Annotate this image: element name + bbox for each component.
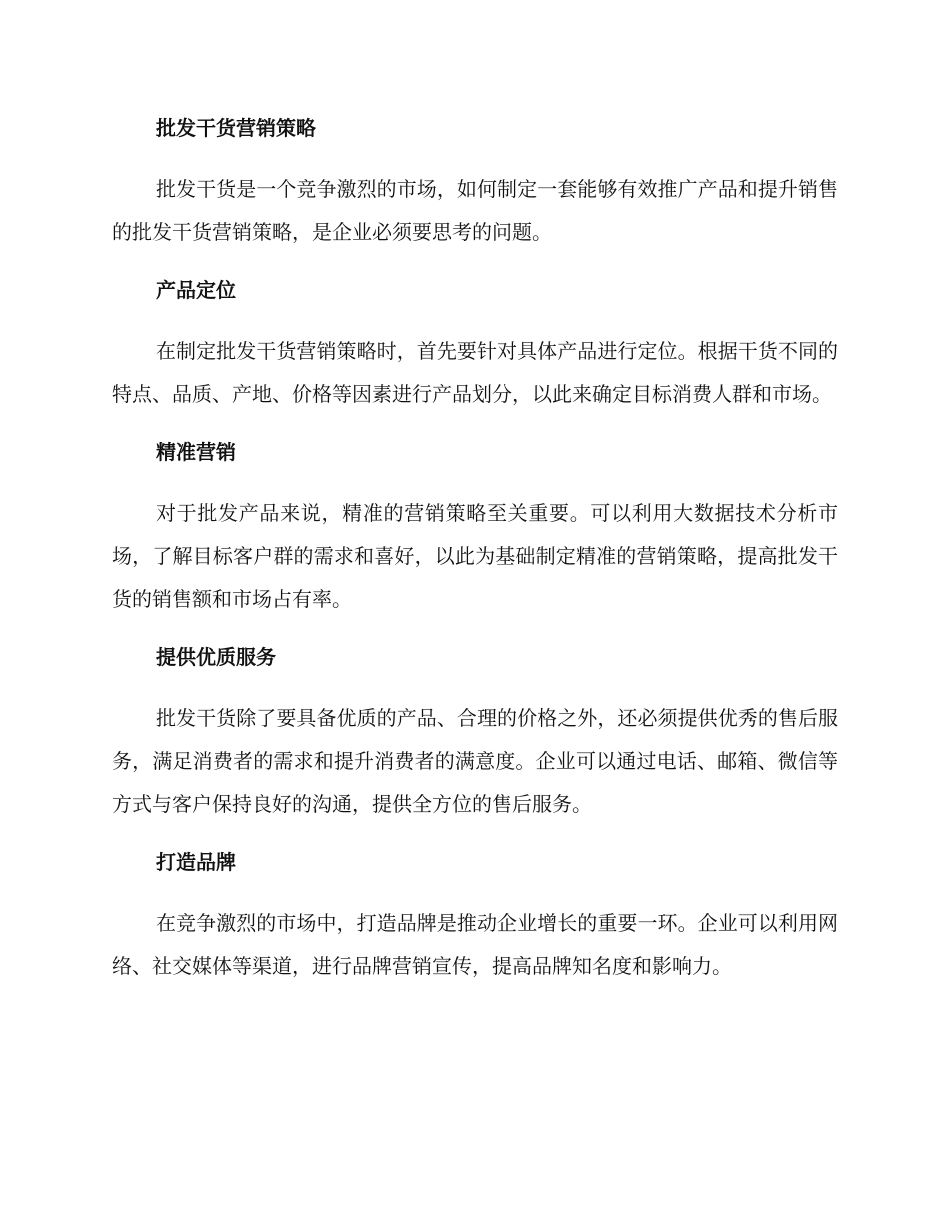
section-body-brand-building: 在竞争激烈的市场中，打造品牌是推动企业增长的重要一环。企业可以利用网络、社交媒体等渠道，进行品牌营销宣传，提高品牌知名度和影响力。: [112, 911, 838, 978]
section-body-quality-service: 批发干货除了要具备优质的产品、合理的价格之外，还必须提供优秀的售后服务，满足消费者的需求和提升消费者的满意度。企业可以通过电话、邮箱、微信等方式与客户保持良好的沟通，提供全方位的售后服务。: [112, 706, 838, 816]
section-body-precision-marketing: 对于批发产品来说，精准的营销策略至关重要。可以利用大数据技术分析市场，了解目标客户群的需求和喜好，以此为基础制定精准的营销策略，提高批发干货的销售额和市场占有率。: [112, 501, 838, 611]
section-heading-quality-service: 提供优质服务: [156, 645, 276, 669]
section-body-product-positioning: 在制定批发干货营销策略时，首先要针对具体产品进行定位。根据干货不同的特点、品质、产地、价格等因素进行产品划分，以此来确定目标消费人群和市场。: [112, 339, 838, 406]
document-title: 批发干货营销策略: [156, 116, 316, 140]
intro-paragraph: 批发干货是一个竞争激烈的市场，如何制定一套能够有效推广产品和提升销售的批发干货营销策略，是企业必须要思考的问题。: [112, 177, 838, 244]
section-heading-brand-building: 打造品牌: [156, 850, 236, 874]
section-heading-precision-marketing: 精准营销: [156, 440, 236, 464]
section-heading-product-positioning: 产品定位: [156, 278, 236, 302]
